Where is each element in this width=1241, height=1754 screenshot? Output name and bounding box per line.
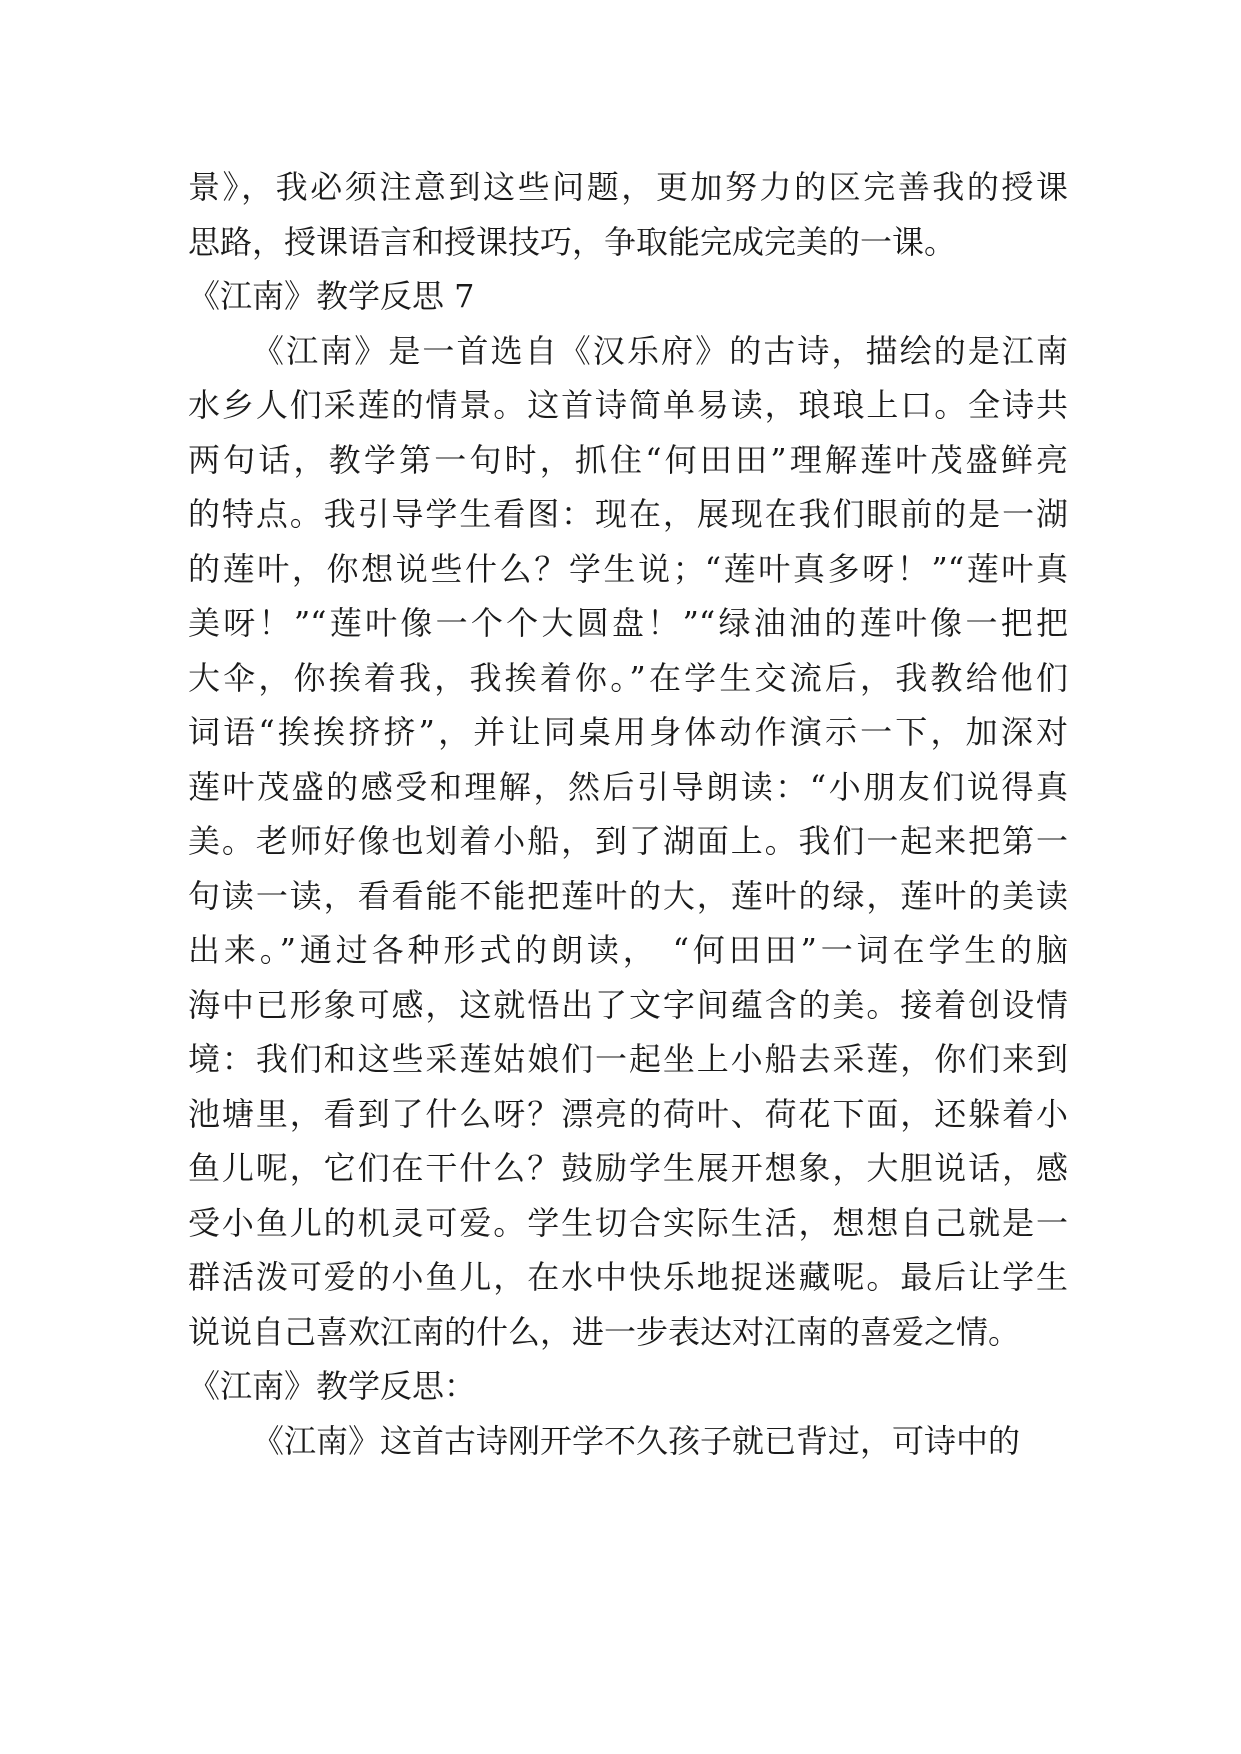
text-line: 的莲叶，你想说些什么？学生说；“莲叶真多呀！”“莲叶真 — [188, 549, 1068, 588]
text-line: 鱼儿呢，它们在干什么？鼓励学生展开想象，大胆说话，感 — [188, 1149, 1068, 1187]
text-line: 海中已形象可感，这就悟出了文字间蕴含的美。接着创设情 — [188, 985, 1068, 1024]
text-line: 受小鱼儿的机灵可爱。学生切合实际生活，想想自己就是一 — [188, 1203, 1068, 1242]
text-line: 出来。”通过各种形式的朗读， “何田田”一词在学生的脑 — [188, 931, 1068, 969]
document-body — [188, 160, 1068, 1468]
paragraph-first-line: 《江南》是一首选自《汉乐府》的古诗，描绘的是江南 — [252, 331, 1068, 370]
text-line: 的特点。我引导学生看图：现在，展现在我们眼前的是一湖 — [188, 495, 1068, 533]
text-line: 美呀！”“莲叶像一个个大圆盘！”“绿油油的莲叶像一把把 — [188, 604, 1068, 642]
text-line: 两句话，教学第一句时，抓住“何田田”理解莲叶茂盛鲜亮 — [188, 440, 1068, 479]
text-line: 境：我们和这些采莲姑娘们一起坐上小船去采莲，你们来到 — [188, 1040, 1068, 1078]
text-line: 大伞，你挨着我，我挨着你。”在学生交流后，我教给他们 — [188, 658, 1068, 697]
text-line: 思路，授课语言和授课技巧，争取能完成完美的一课。 — [188, 222, 957, 261]
text-line: 句读一读，看看能不能把莲叶的大，莲叶的绿，莲叶的美读 — [188, 876, 1068, 915]
text-line: 群活泼可爱的小鱼儿，在水中快乐地捉迷藏呢。最后让学生 — [188, 1258, 1068, 1296]
text-line: 水乡人们采莲的情景。这首诗简单易读，琅琅上口。全诗共 — [188, 386, 1068, 424]
text-line: 美。老师好像也划着小船，到了湖面上。我们一起来把第一 — [188, 822, 1068, 860]
text-line: 词语“挨挨挤挤”，并让同桌用身体动作演示一下，加深对 — [188, 713, 1068, 751]
text-line: 说说自己喜欢江南的什么，进一步表达对江南的喜爱之情。 — [188, 1312, 1021, 1351]
text-line: 莲叶茂盛的感受和理解，然后引导朗读：“小朋友们说得真 — [188, 767, 1068, 806]
section-heading: 《江南》教学反思： — [188, 1367, 477, 1405]
text-line: 景》，我必须注意到这些问题，更加努力的区完善我的授课 — [188, 168, 1068, 206]
paragraph-first-line: 《江南》这首古诗刚开学不久孩子就已背过，可诗中的 — [252, 1421, 1021, 1460]
section-heading: 《江南》教学反思 7 — [188, 277, 475, 315]
text-line: 池塘里，看到了什么呀？漂亮的荷叶、荷花下面，还躲着小 — [188, 1094, 1068, 1133]
